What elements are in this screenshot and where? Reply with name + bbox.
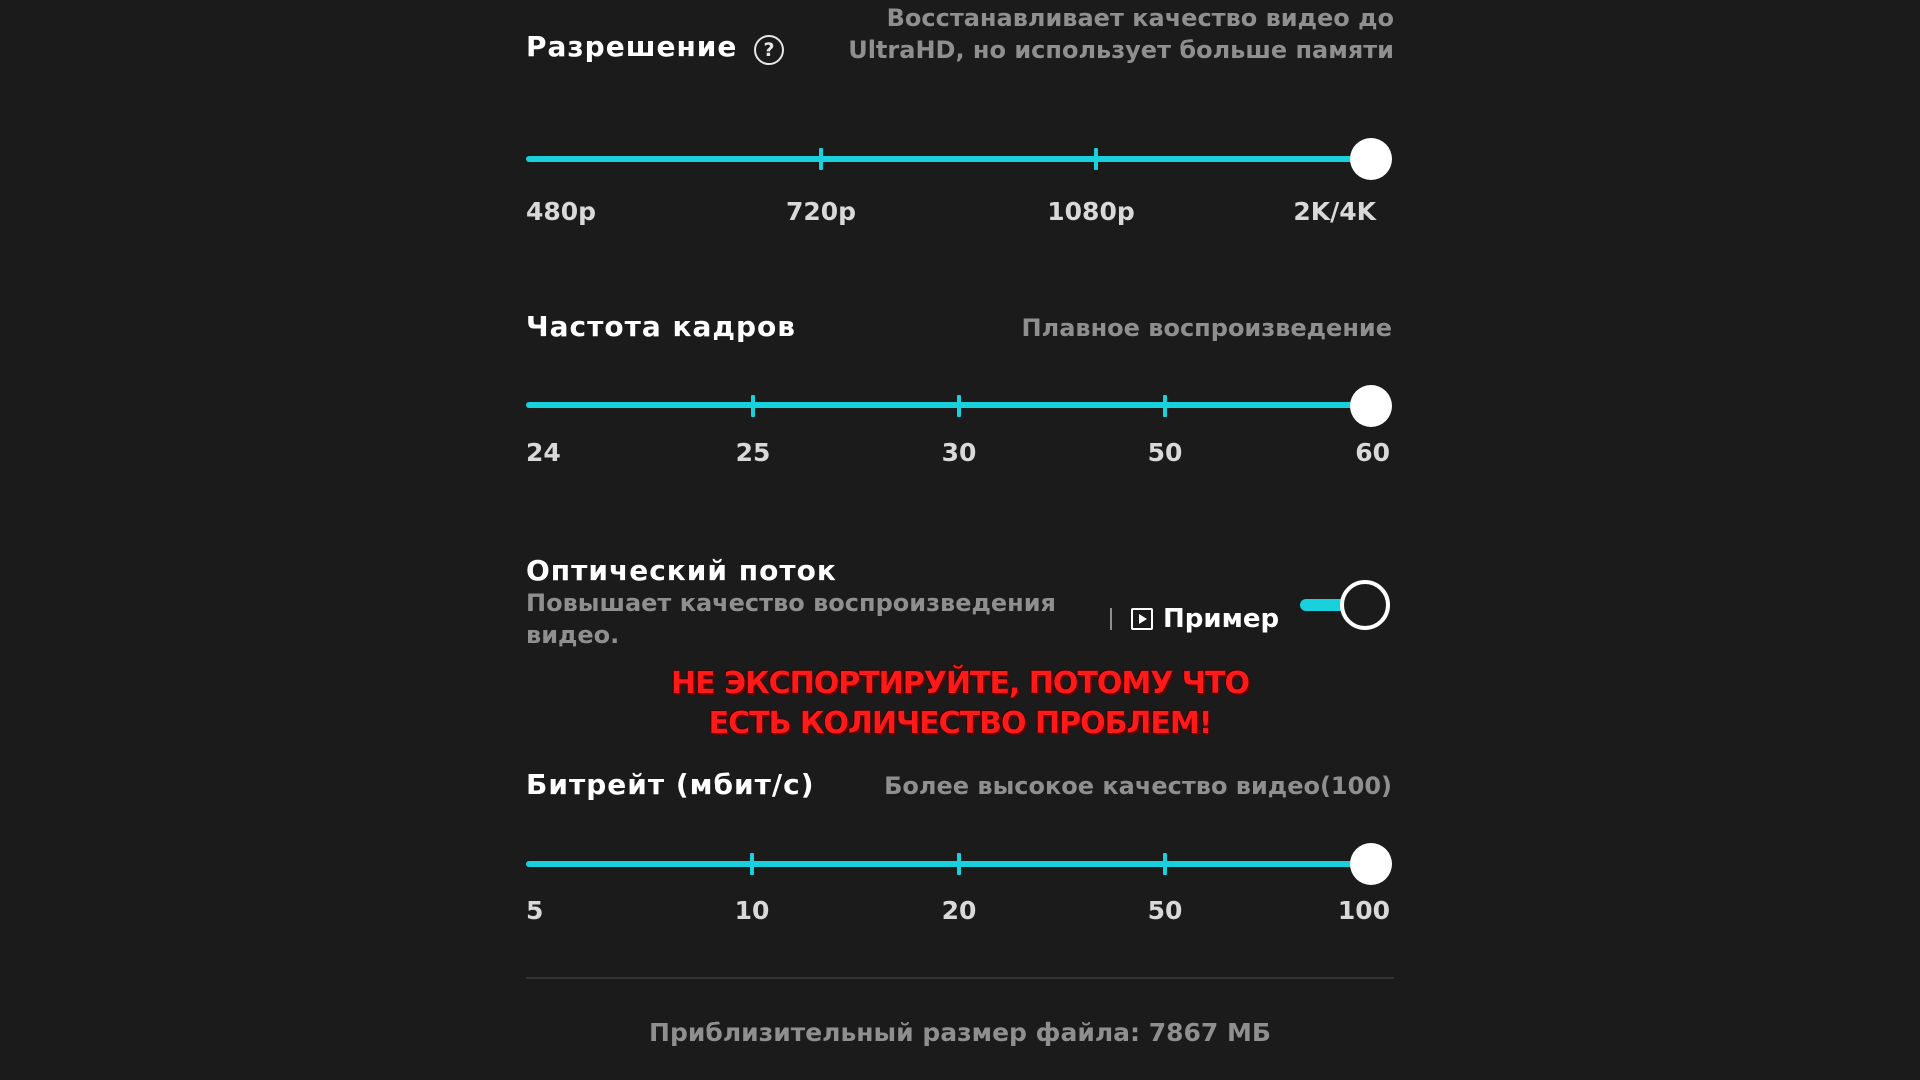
frame-rate-description: Плавное воспроизведение (1021, 314, 1392, 342)
resolution-option-label: 1080p (1047, 197, 1135, 226)
resolution-option-label: 2K/4K (1293, 197, 1376, 226)
divider (526, 977, 1394, 979)
optical-flow-toggle[interactable] (1300, 580, 1392, 632)
bitrate-slider-tick (957, 853, 961, 875)
bitrate-option-label: 10 (734, 896, 770, 925)
frame-rate-slider-handle[interactable] (1350, 385, 1392, 427)
resolution-slider-track[interactable] (526, 156, 1372, 162)
frame-rate-slider-track[interactable] (526, 402, 1372, 408)
separator (1110, 608, 1112, 630)
resolution-slider-tick (1094, 148, 1098, 170)
frame-rate-option-label: 24 (526, 438, 561, 467)
toggle-knob (1340, 580, 1390, 630)
warning-line: НЕ ЭКСПОРТИРУЙТЕ, ПОТОМУ ЧТО (670, 666, 1249, 701)
frame-rate-slider-tick (751, 395, 755, 417)
warning-text (660, 664, 1260, 744)
estimated-file-size: Приблизительный размер файла: 7867 МБ (649, 1018, 1271, 1047)
bitrate-slider-handle[interactable] (1350, 843, 1392, 885)
bitrate-option-label: 5 (526, 896, 544, 925)
frame-rate-option-label: 25 (735, 438, 771, 467)
bitrate-option-label: 20 (941, 896, 977, 925)
bitrate-slider-tick (1163, 853, 1167, 875)
warning-line: ЕСТЬ КОЛИЧЕСТВО ПРОБЛЕМ! (708, 706, 1212, 741)
bitrate-slider-tick (750, 853, 754, 875)
bitrate-description: Более высокое качество видео(100) (884, 772, 1392, 800)
resolution-slider-tick (819, 148, 823, 170)
frame-rate-option-label: 50 (1147, 438, 1183, 467)
resolution-title: Разрешение (526, 30, 738, 63)
frame-rate-slider-tick (1163, 395, 1167, 417)
frame-rate-option-label: 60 (1355, 438, 1390, 467)
frame-rate-option-label: 30 (941, 438, 977, 467)
resolution-slider-handle[interactable] (1350, 138, 1392, 180)
resolution-option-label: 480p (526, 197, 597, 226)
resolution-description: Восстанавливает качество видео до UltraHD, но использует больше памяти (848, 4, 1394, 64)
frame-rate-title: Частота кадров (526, 310, 796, 343)
optical-flow-description: Повышает качество воспроизведения видео. (526, 589, 1056, 649)
optical-flow-title: Оптический поток (526, 554, 837, 587)
example-button[interactable] (1131, 602, 1279, 636)
bitrate-slider-track[interactable] (526, 861, 1372, 867)
bitrate-option-label: 50 (1147, 896, 1183, 925)
question-circle-icon[interactable]: ? (754, 35, 784, 65)
example-label: Пример (1163, 604, 1280, 634)
bitrate-title: Битрейт (мбит/с) (526, 768, 815, 801)
resolution-option-label: 720p (785, 197, 857, 226)
bitrate-option-label: 100 (1337, 896, 1390, 925)
play-icon (1131, 608, 1153, 630)
frame-rate-slider-tick (957, 395, 961, 417)
